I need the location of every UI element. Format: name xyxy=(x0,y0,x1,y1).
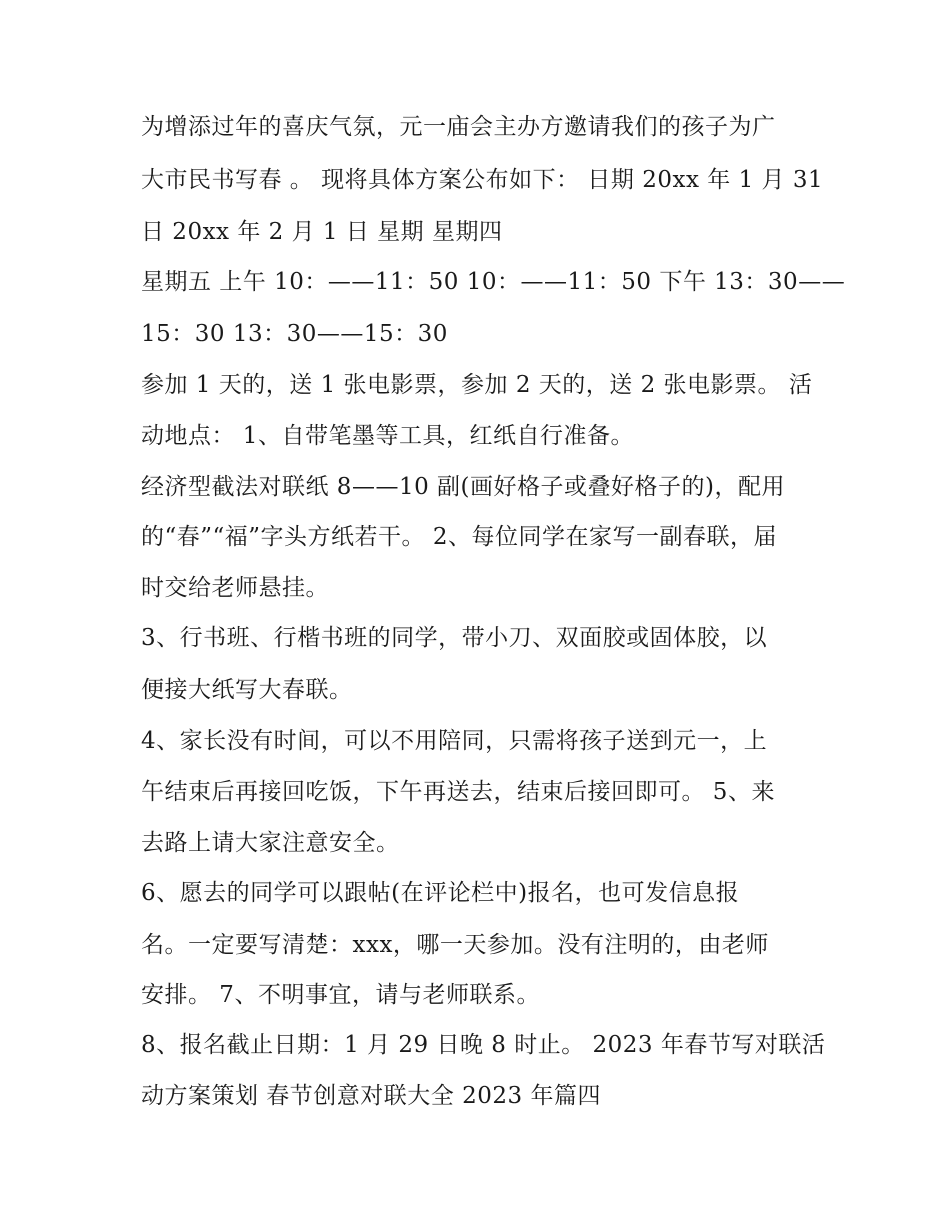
text-line: 3、行书班、行楷书班的同学，带小刀、双面胶或固体胶，以 xyxy=(141,625,768,651)
text-line: 4、家长没有时间，可以不用陪同，只需将孩子送到元一，上 xyxy=(141,728,768,754)
text-line: 名。一定要写清楚：xxx，哪一天参加。没有注明的，由老师 xyxy=(141,932,769,958)
text-line: 为增添过年的喜庆气氛，元一庙会主办方邀请我们的孩子为广 xyxy=(141,114,776,140)
text-line: 便接大纸写大春联。 xyxy=(141,677,353,703)
text-line: 午结束后再接回吃饭，下午再送去，结束后接回即可。 5、来 xyxy=(141,779,775,805)
text-line: 动方案策划 春节创意对联大全 2023 年篇四 xyxy=(141,1083,601,1109)
text-line: 时交给老师悬挂。 xyxy=(141,575,329,601)
text-line: 大市民书写春 。 现将具体方案公布如下： 日期 20xx 年 1 月 31 xyxy=(141,167,824,193)
text-line: 动地点： 1、自带笔墨等工具，红纸自行准备。 xyxy=(141,423,634,449)
text-line: 参加 1 天的，送 1 张电影票，参加 2 天的，送 2 张电影票。 活 xyxy=(141,372,813,398)
text-line: 经济型截法对联纸 8——10 副(画好格子或叠好格子的)，配用 xyxy=(141,474,785,500)
text-line: 15：30 13：30——15：30 xyxy=(141,321,448,347)
text-line: 安排。 7、不明事宜，请与老师联系。 xyxy=(141,982,540,1008)
text-line: 日 20xx 年 2 月 1 日 星期 星期四 xyxy=(141,219,503,245)
text-line: 的“春”“福”字头方纸若干。 2、每位同学在家写一副春联，届 xyxy=(141,524,777,550)
text-line: 8、报名截止日期：1 月 29 日晚 8 时止。 2023 年春节写对联活 xyxy=(141,1032,826,1058)
text-line: 星期五 上午 10：——11：50 10：——11：50 下午 13：30—— xyxy=(141,269,846,295)
text-line: 6、愿去的同学可以跟帖(在评论栏中)报名，也可发信息报 xyxy=(141,880,740,906)
text-line: 去路上请大家注意安全。 xyxy=(141,830,400,856)
